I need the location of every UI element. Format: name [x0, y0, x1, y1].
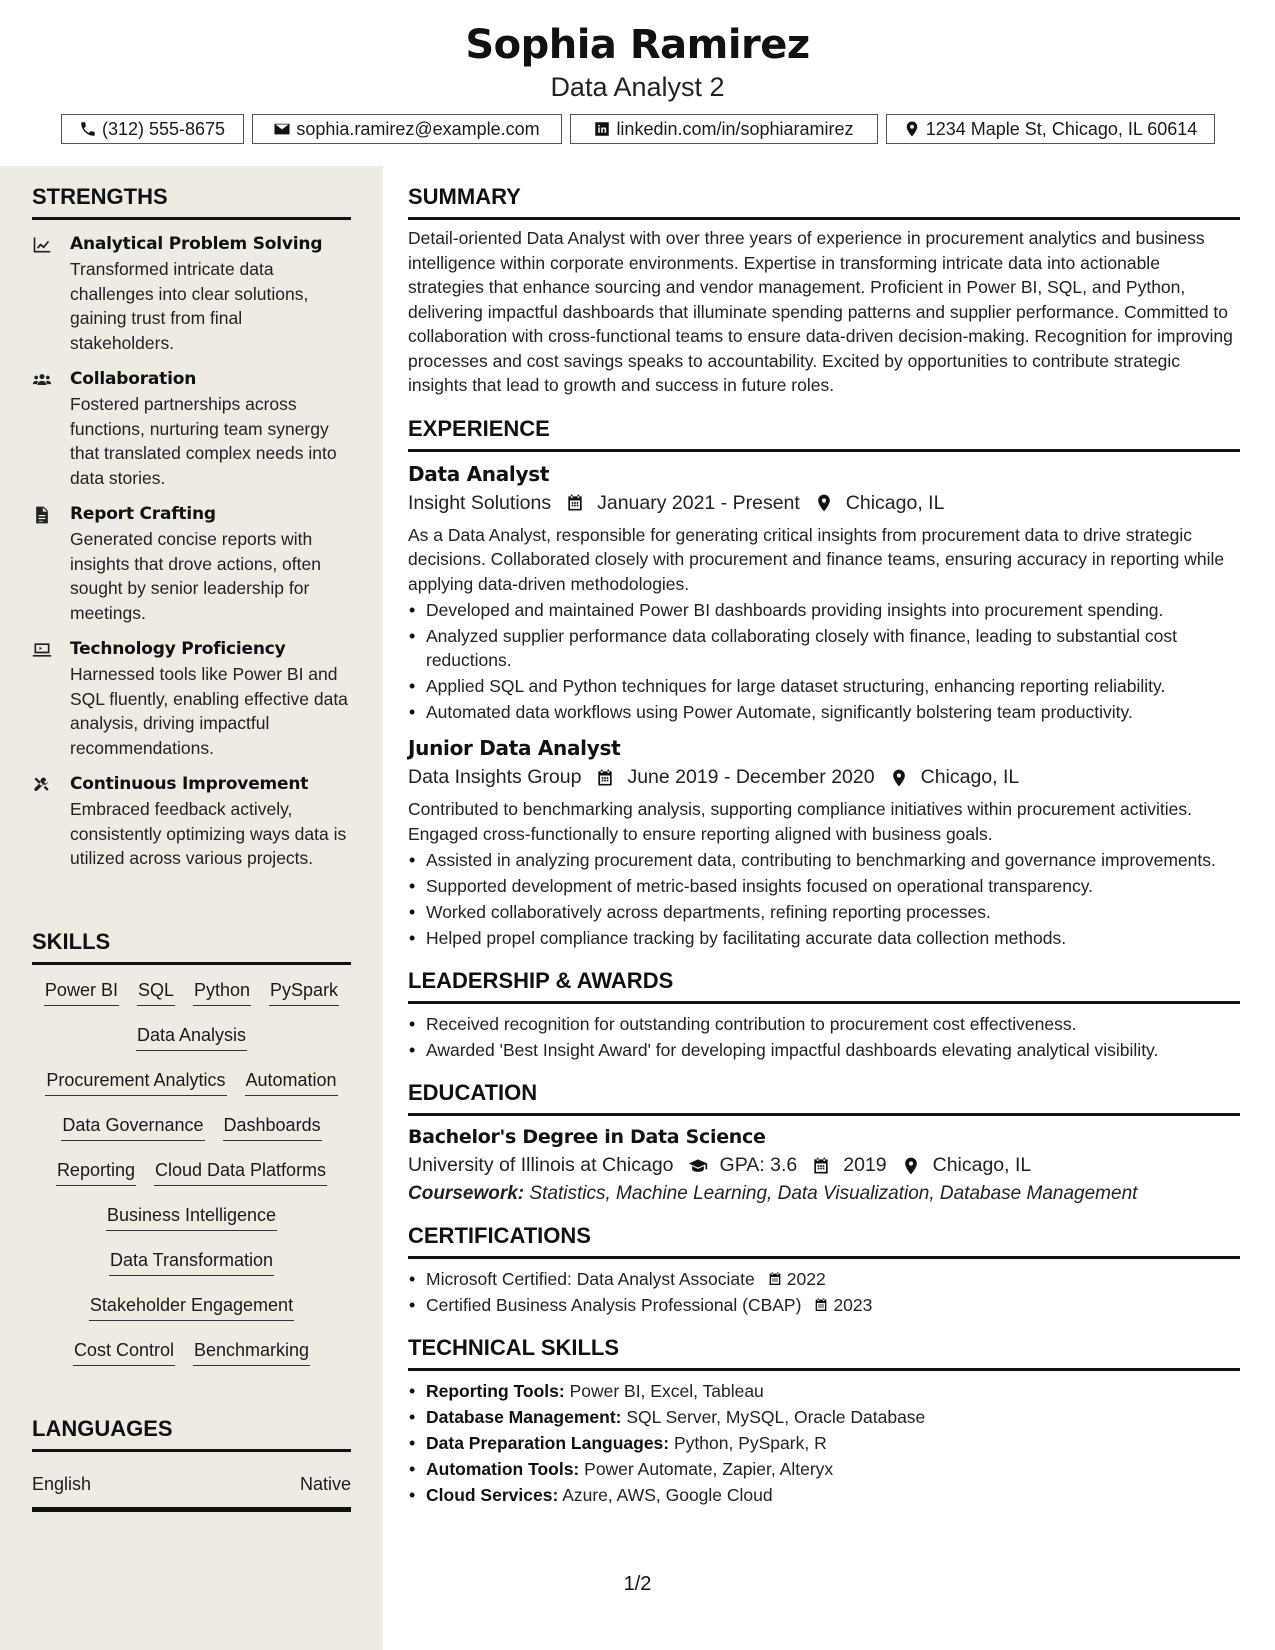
bullet-item: • Awarded 'Best Insight Award' for developing impactful dashboards elevating analytical visibility.: [408, 1038, 1240, 1062]
certification-name: • Certified Business Analysis Professional (CBAP): [426, 1295, 802, 1315]
phone-text: (312) 555-8675: [101, 118, 226, 139]
job-title: Data Analyst: [408, 461, 550, 486]
strength-title: Technology Proficiency: [70, 639, 286, 659]
address-text: 1234 Maple St, Chicago, IL 60614: [925, 118, 1198, 139]
company-name: Insight Solutions: [408, 491, 552, 514]
sidebar: [0, 166, 383, 1650]
calendar-icon: [813, 1297, 829, 1313]
chart-line-icon: [32, 235, 52, 255]
email-text: sophia.ramirez@example.com: [296, 118, 540, 139]
tech-skill-item: [408, 1483, 1240, 1507]
job-description: As a Data Analyst, responsible for generating critical insights from procurement data to drive strategic decisions. Collaborated closely with procurement and finance teams, ensuring accuracy in reporting while applying data-driven methodologies.: [408, 524, 1225, 594]
envelope-icon: [273, 120, 291, 138]
skill-tag: SQL: [137, 979, 175, 1006]
education-section: [408, 1080, 1240, 1205]
coursework-label: Coursework:: [408, 1183, 525, 1204]
strength-item: [32, 637, 351, 760]
document-icon: [32, 505, 52, 525]
strengths-section: [32, 184, 351, 871]
bullet-item: • Developed and maintained Power BI dashboards providing insights into procurement spending.: [408, 598, 1240, 622]
bullet-item: • Assisted in analyzing procurement data, contributing to benchmarking and governance improvements.: [408, 848, 1240, 872]
strength-title: Continuous Improvement: [70, 774, 309, 794]
tools-icon: [32, 775, 52, 795]
phone-icon: [79, 120, 97, 138]
graduation-year: 2019: [843, 1154, 887, 1176]
job-bullets: [408, 598, 1240, 724]
tech-skill-item: [408, 1405, 1240, 1429]
school-name: University of Illinois at Chicago: [408, 1154, 674, 1176]
certification-year: 2022: [786, 1269, 826, 1289]
tech-skill-item: [408, 1379, 1240, 1403]
job-entry: [408, 736, 1240, 950]
skill-tag: Power BI: [44, 979, 119, 1006]
skill-tag: Procurement Analytics: [45, 1069, 226, 1096]
strength-item: [32, 367, 351, 490]
bullet-item: • Automated data workflows using Power Automate, significantly bolstering team productivity.: [408, 700, 1240, 724]
skill-tag: Reporting: [56, 1159, 136, 1186]
tech-skill-label: Data Preparation Languages:: [426, 1433, 670, 1453]
certification-item: [408, 1267, 1240, 1291]
summary-section: [408, 184, 1240, 398]
bullet-item: • Received recognition for outstanding contribution to procurement cost effectiveness.: [408, 1012, 1240, 1036]
school-location: Chicago, IL: [932, 1154, 1032, 1176]
strength-title: Collaboration: [70, 369, 197, 389]
section-title: EXPERIENCE: [408, 416, 1240, 452]
job-description: Contributed to benchmarking analysis, supporting compliance initiatives within procurement activities. Engaged cross-functionally to ensure reporting aligned with business goals.: [408, 799, 1192, 844]
linkedin-text: linkedin.com/in/sophiaramirez: [616, 118, 854, 139]
strength-item: [32, 772, 351, 871]
skill-tag: Python: [193, 979, 251, 1006]
tech-skill-label: Reporting Tools:: [426, 1381, 565, 1401]
map-pin-icon: [901, 1156, 921, 1176]
tech-skill-label: Cloud Services:: [426, 1485, 559, 1505]
job-location: Chicago, IL: [845, 491, 945, 514]
map-pin-icon: [814, 493, 834, 513]
tech-skill-label: Database Management:: [426, 1407, 622, 1427]
section-title: CERTIFICATIONS: [408, 1223, 1240, 1259]
bullet-item: • Worked collaboratively across departments, refining reporting processes.: [408, 900, 1240, 924]
map-pin-icon: [903, 120, 921, 138]
certification-name: • Microsoft Certified: Data Analyst Associate: [426, 1269, 755, 1289]
page-number: 1/2: [623, 1573, 652, 1595]
calendar-icon: [811, 1156, 831, 1176]
certification-year: 2023: [833, 1295, 873, 1315]
section-title: EDUCATION: [408, 1080, 1240, 1116]
skill-tag: PySpark: [269, 979, 339, 1006]
experience-section: [408, 416, 1240, 951]
tech-skill-value: Power Automate, Zapier, Alteryx: [584, 1459, 834, 1479]
job-dates: January 2021 - Present: [597, 491, 800, 514]
email-contact[interactable]: [252, 114, 562, 144]
calendar-icon: [595, 768, 615, 788]
main-content: [408, 166, 1240, 1507]
job-dates: June 2019 - December 2020: [627, 766, 875, 788]
tech-skill-value: Python, PySpark, R: [674, 1433, 827, 1453]
bullet-item: • Supported development of metric-based insights focused on operational transparency.: [408, 874, 1240, 898]
coursework: [408, 1183, 1240, 1205]
tech-skill-value: Azure, AWS, Google Cloud: [562, 1485, 773, 1505]
languages-section: [32, 1416, 351, 1512]
graduation-cap-icon: [688, 1156, 708, 1176]
skill-tag: Data Transformation: [109, 1249, 274, 1276]
tech-skill-item: [408, 1457, 1240, 1481]
linkedin-contact[interactable]: [570, 114, 878, 144]
section-title: SKILLS: [32, 929, 351, 965]
certification-item: [408, 1293, 1240, 1317]
certifications-list: [408, 1267, 1240, 1317]
strength-item: [32, 502, 351, 625]
skills-list: [32, 979, 351, 1384]
coursework-list: Statistics, Machine Learning, Data Visualization, Database Management: [529, 1183, 1138, 1204]
education-meta: [408, 1154, 1240, 1177]
technical-skills-section: [408, 1335, 1240, 1507]
section-title: SUMMARY: [408, 184, 1240, 220]
resume-header: [0, 0, 1275, 166]
company-name: Data Insights Group: [408, 766, 582, 788]
calendar-icon: [565, 493, 585, 513]
strength-title: Report Crafting: [70, 504, 216, 524]
strength-title: Analytical Problem Solving: [70, 234, 323, 254]
language-item: [32, 1474, 351, 1512]
tech-skill-value: Power BI, Excel, Tableau: [569, 1381, 764, 1401]
strength-item: [32, 232, 351, 355]
bullet-item: • Applied SQL and Python techniques for large dataset structuring, enhancing reporting reliability.: [408, 674, 1240, 698]
laptop-icon: [32, 640, 52, 660]
job-meta: [408, 766, 1240, 789]
skill-tag: Dashboards: [223, 1114, 322, 1141]
skill-tag: Cloud Data Platforms: [154, 1159, 327, 1186]
bullet-item: • Analyzed supplier performance data collaborating closely with finance, leading to substantial cost reductions.: [408, 624, 1240, 672]
language-level: Native: [299, 1474, 351, 1494]
users-icon: [32, 370, 52, 390]
skill-tag: Cost Control: [73, 1339, 175, 1366]
section-title: LEADERSHIP & AWARDS: [408, 968, 1240, 1004]
leadership-list: [408, 1012, 1240, 1062]
candidate-name: Sophia Ramirez: [465, 22, 810, 68]
candidate-role: Data Analyst 2: [550, 72, 725, 102]
contact-bar: [0, 114, 1275, 144]
section-title: STRENGTHS: [32, 184, 351, 220]
strength-desc: Harnessed tools like Power BI and SQL fluently, enabling effective data analysis, driving impactful recommendations.: [70, 664, 348, 758]
skills-section: [32, 929, 351, 1384]
job-location: Chicago, IL: [920, 766, 1020, 788]
job-title: Junior Data Analyst: [408, 736, 621, 760]
strength-desc: Transformed intricate data challenges into clear solutions, gaining trust from final stakeholders.: [70, 259, 309, 353]
language-name: English: [32, 1474, 92, 1494]
section-title: TECHNICAL SKILLS: [408, 1335, 1240, 1371]
gpa: GPA: 3.6: [719, 1154, 798, 1176]
skill-tag: Benchmarking: [193, 1339, 310, 1366]
skill-tag: Business Intelligence: [106, 1204, 277, 1231]
skill-tag: Automation: [245, 1069, 338, 1096]
linkedin-icon: [593, 120, 611, 138]
job-entry: [408, 462, 1240, 725]
strength-desc: Generated concise reports with insights that drove actions, often sought by senior leadership for meetings.: [70, 529, 321, 623]
bullet-item: • Helped propel compliance tracking by facilitating accurate data collection methods.: [408, 926, 1240, 950]
calendar-icon: [767, 1271, 783, 1287]
certifications-section: [408, 1223, 1240, 1317]
summary-text: Detail-oriented Data Analyst with over three years of experience in procurement analytics and business intelligence within corporate environments. Expertise in transforming intricate data into actionable strategies that enhance sourcing and vendor management. Proficient in Power BI, SQL, and Python, delivering impactful dashboards that illuminate spending patterns and supplier performance. Committed to collaboration with cross-functional teams to ensure data-driven decision-making. Recognition for improving processes and cost savings speaks to accountability. Excited by opportunities to contribute strategic insights that lead to growth and success in future roles.: [408, 228, 1233, 395]
degree-title: Bachelor's Degree in Data Science: [408, 1126, 766, 1148]
skill-tag: Stakeholder Engagement: [89, 1294, 294, 1321]
leadership-section: [408, 968, 1240, 1062]
strength-desc: Embraced feedback actively, consistently optimizing ways data is utilized across various projects.: [70, 799, 347, 868]
tech-skill-item: [408, 1431, 1240, 1455]
skill-tag: Data Governance: [61, 1114, 204, 1141]
phone-contact: [61, 114, 244, 144]
skill-tag: Data Analysis: [136, 1024, 247, 1051]
section-title: LANGUAGES: [32, 1416, 351, 1452]
job-bullets: [408, 848, 1240, 950]
strength-desc: Fostered partnerships across functions, nurturing team synergy that translated complex needs into data stories.: [70, 394, 337, 488]
technical-skills-list: [408, 1379, 1240, 1507]
tech-skill-label: Automation Tools:: [426, 1459, 580, 1479]
map-pin-icon: [889, 768, 909, 788]
address-contact: [886, 114, 1215, 144]
job-meta: [408, 492, 1240, 515]
tech-skill-value: SQL Server, MySQL, Oracle Database: [626, 1407, 926, 1427]
